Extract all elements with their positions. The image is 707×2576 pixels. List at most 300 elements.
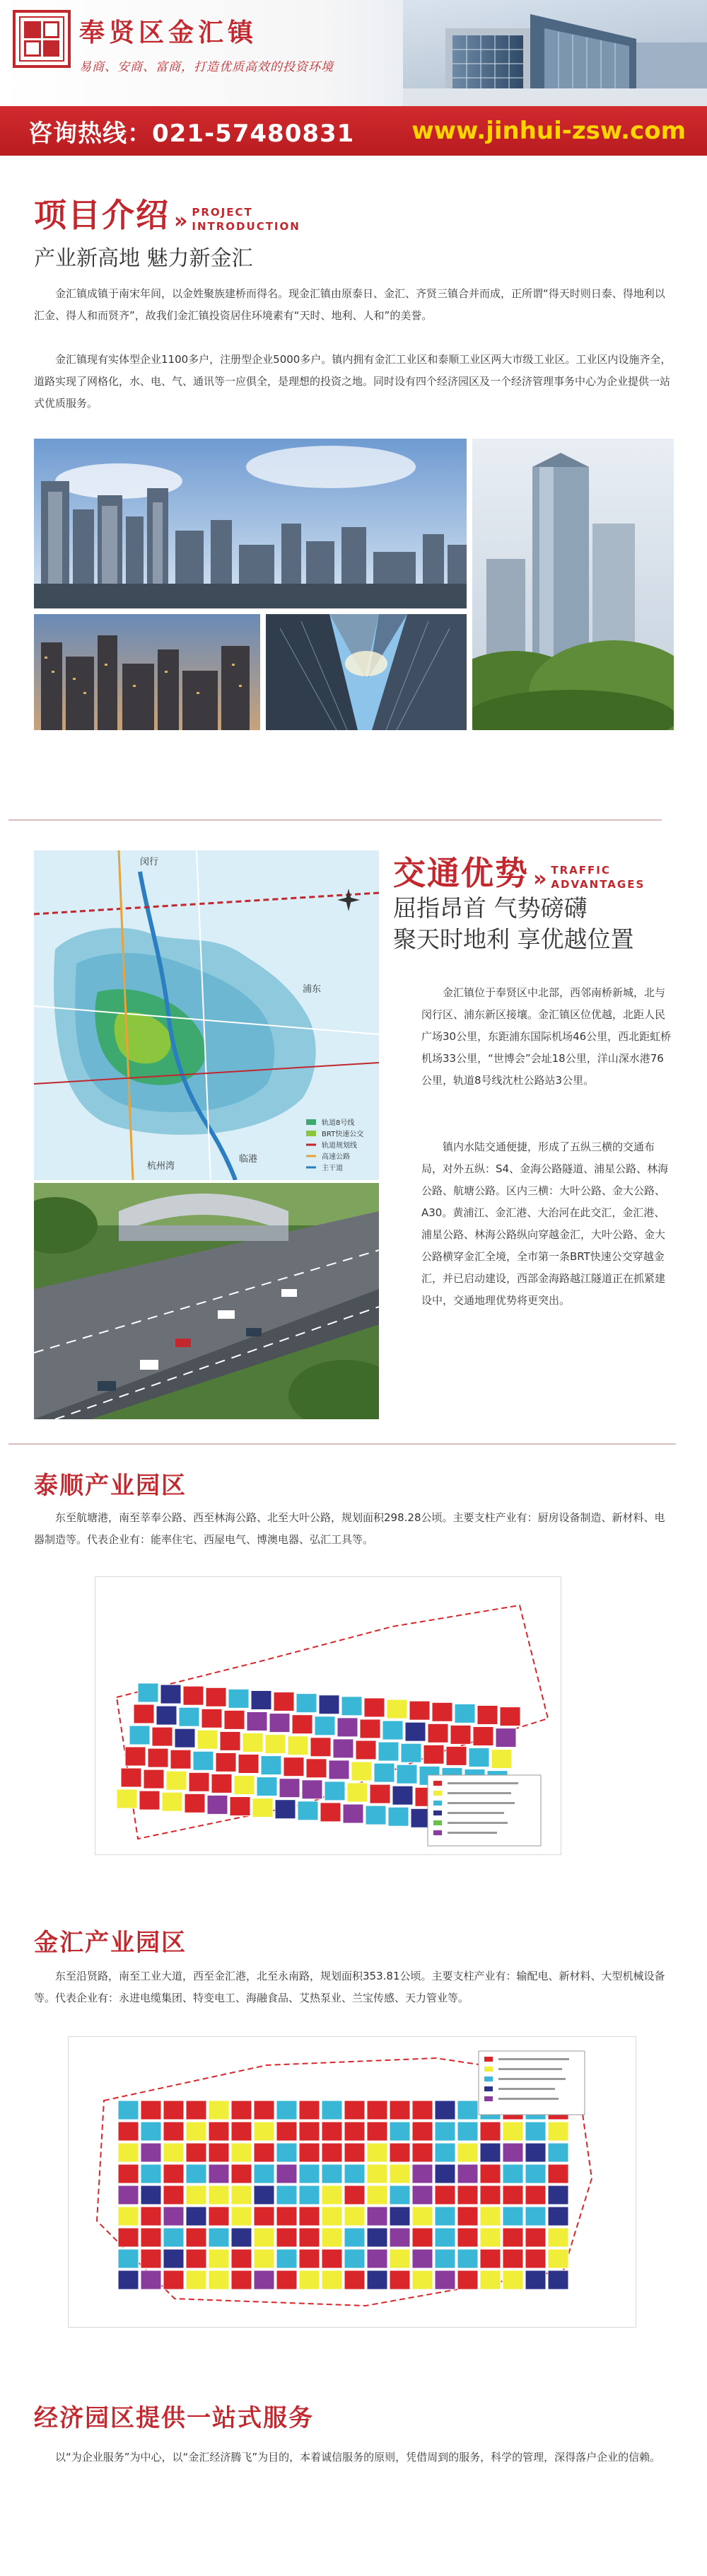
taishun-plan-parcel	[175, 1728, 195, 1748]
jinhui-plan-parcel	[322, 2270, 342, 2289]
taishun-plan-parcel	[134, 1704, 154, 1723]
jinhui-plan-parcel	[186, 2185, 206, 2205]
taishun-plan-parcel	[252, 1798, 273, 1818]
jinhui-plan-parcel	[457, 2143, 478, 2162]
jinhui-plan-parcel	[367, 2249, 387, 2268]
traffic-title-cn: 交通优势	[393, 854, 529, 892]
jinhui-plan-parcel	[367, 2101, 387, 2120]
jinhui-plan-parcel	[480, 2249, 501, 2268]
jinhui-plan-parcel	[118, 2122, 139, 2141]
jinhui-plan-parcel	[548, 2164, 568, 2183]
intro-title-arrow: »	[174, 209, 188, 233]
jinhui-plan-parcel	[367, 2207, 387, 2226]
intro-subtitle: 产业新高地 魅力新金汇	[34, 246, 253, 271]
taishun-plan-parcel	[469, 1748, 489, 1767]
jinhui-plan-parcel	[390, 2164, 410, 2183]
taishun-plan-parcel	[211, 1774, 232, 1793]
jinhui-plan-parcel	[299, 2101, 320, 2120]
jinhui-plan-parcel	[118, 2249, 139, 2268]
taishun-plan-parcel	[185, 1794, 205, 1813]
jinhui-plan-parcel	[503, 2122, 523, 2141]
taishun-plan-parcel	[360, 1719, 380, 1738]
jinhui-plan-parcel	[344, 2249, 365, 2268]
map-label-minhang: 闵行	[140, 857, 159, 867]
jinhui-plan-parcel	[163, 2270, 184, 2289]
jinhui-plan-parcel	[299, 2185, 320, 2205]
jinhui-plan-parcel	[525, 2143, 546, 2162]
jinhui-plan-parcel	[322, 2228, 342, 2247]
jinhui-plan-parcel	[457, 2228, 478, 2247]
traffic-slogan-1: 屈指昂首 气势磅礴	[393, 894, 588, 922]
jinhui-plan-parcel	[548, 2228, 568, 2247]
taishun-plan-parcel	[220, 1731, 240, 1750]
jinhui-plan-parcel	[344, 2101, 365, 2120]
jinhui-plan-parcel	[231, 2164, 252, 2183]
jinhui-plan-parcel	[163, 2249, 184, 2268]
hotline-bar	[0, 106, 707, 156]
jinhui-plan-parcel	[186, 2228, 206, 2247]
jinhui-plan-parcel	[480, 2270, 501, 2289]
jinhui-plan-parcel	[254, 2101, 274, 2120]
jinhui-plan-parcel	[163, 2185, 184, 2205]
map-label-hangzhouwan: 杭州湾	[147, 1161, 175, 1172]
jinhui-plan-parcel	[412, 2101, 433, 2120]
jinhui-plan-parcel	[209, 2122, 229, 2141]
taishun-plan-parcel	[364, 1698, 385, 1717]
jinhui-plan-parcel	[525, 2249, 546, 2268]
jinhui-plan-parcel	[231, 2249, 252, 2268]
jinhui-plan-parcel	[141, 2228, 161, 2247]
jinhui-plan-parcel	[435, 2101, 455, 2120]
taishun-plan-parcel	[315, 1716, 335, 1735]
jinhui-plan-parcel	[163, 2143, 184, 2162]
taishun-plan-parcel	[392, 1786, 413, 1805]
jinhui-plan-parcel	[163, 2101, 184, 2120]
jinhui-plan-parcel	[276, 2143, 297, 2162]
jinhui-plan-parcel	[525, 2185, 546, 2205]
taishun-plan-parcel	[261, 1756, 281, 1775]
taishun-plan-parcel	[496, 1728, 516, 1748]
taishun-plan-parcel	[370, 1784, 390, 1803]
taishun-plan-parcel	[139, 1791, 160, 1810]
jinhui-plan-parcel	[457, 2185, 478, 2205]
traffic-section-title	[393, 848, 645, 894]
jinhui-plan-parcel	[209, 2143, 229, 2162]
jinhui-plan-parcel	[435, 2228, 455, 2247]
jinhui-plan-parcel	[299, 2228, 320, 2247]
taishun-plan-parcel	[121, 1768, 141, 1787]
brand-slogan: 易商、安商、富商，打造优质高效的投资环境	[79, 60, 334, 74]
jinhui-plan-parcel	[390, 2185, 410, 2205]
taishun-plan-parcel	[378, 1742, 399, 1761]
jinhui-plan-parcel	[299, 2270, 320, 2289]
taishun-plan-parcel	[201, 1709, 222, 1728]
jinhui-plan-parcel	[209, 2270, 229, 2289]
jinhui-plan-parcel	[118, 2164, 139, 2183]
jinhui-plan-parcel	[503, 2270, 523, 2289]
jinhui-plan-parcel	[435, 2164, 455, 2183]
jinhui-plan-legend	[479, 2051, 585, 2115]
jinhui-plan-parcel	[299, 2249, 320, 2268]
jinhui-plan-parcel	[390, 2228, 410, 2247]
traffic-map	[34, 850, 379, 1180]
taishun-plan-parcel	[320, 1803, 341, 1822]
brand-title: 奉贤区金汇镇	[79, 18, 258, 47]
taishun-plan-parcel	[284, 1757, 304, 1777]
jinhui-plan-parcel	[141, 2164, 161, 2183]
jinhui-plan-parcel	[390, 2143, 410, 2162]
jinhui-plan-parcel	[548, 2185, 568, 2205]
taishun-plan-parcel	[329, 1760, 349, 1779]
jinhui-plan-parcel	[548, 2270, 568, 2289]
taishun-plan-parcel	[432, 1702, 452, 1721]
service-description: 以“为企业服务”为中心，以“金汇经济腾飞”为目的，本着诚信服务的原则，凭借周到的服务，科学的管理，深得落户企业的信赖。	[55, 2451, 661, 2464]
jinhui-plan-parcel	[457, 2122, 478, 2141]
jinhui-plan-parcel	[367, 2270, 387, 2289]
website-link[interactable]: www.jinhui-zsw.com	[411, 117, 686, 145]
taishun-plan-parcel	[207, 1795, 228, 1814]
jinhui-plan-parcel	[276, 2270, 297, 2289]
jinhui-plan-parcel	[390, 2249, 410, 2268]
map-legend-1: 轨道8号线	[322, 1119, 355, 1127]
taishun-plan-parcel	[333, 1739, 354, 1758]
taishun-plan-parcel	[275, 1800, 296, 1819]
jinhui-plan-parcel	[344, 2122, 365, 2141]
taishun-plan-parcel	[500, 1707, 520, 1726]
header-building-illustration	[403, 0, 707, 106]
jinhui-plan-parcel	[299, 2122, 320, 2141]
traffic-title-arrow: »	[533, 867, 547, 891]
jinhui-plan-parcel	[276, 2228, 297, 2247]
intro-section-title	[34, 190, 300, 236]
taishun-plan-parcel	[382, 1721, 403, 1740]
traffic-title-en-line1: TRAFFIC	[551, 864, 611, 877]
section-divider-2	[8, 1443, 676, 1445]
jinhui-plan-parcel	[141, 2143, 161, 2162]
city-skyline-photo	[34, 439, 467, 608]
jinhui-park-title: 金汇产业园区	[34, 1929, 187, 1957]
jinhui-plan-parcel	[322, 2164, 342, 2183]
jinhui-plan-parcel	[344, 2228, 365, 2247]
jinhui-plan-parcel	[231, 2143, 252, 2162]
jinhui-plan-parcel	[186, 2270, 206, 2289]
jinhui-plan-parcel	[344, 2207, 365, 2226]
taishun-plan-parcel	[138, 1683, 158, 1702]
tower-photo	[472, 439, 674, 730]
night-city-photo	[34, 614, 260, 730]
jinhui-plan-parcel	[548, 2249, 568, 2268]
jinhui-plan-parcel	[435, 2185, 455, 2205]
map-legend-3: 轨道规划线	[322, 1142, 357, 1150]
taishun-plan-parcel	[179, 1707, 199, 1726]
traffic-slogan-2: 聚天时地利 享优越位置	[393, 925, 634, 953]
jinhui-plan-parcel	[231, 2207, 252, 2226]
taishun-plan-parcel	[274, 1692, 294, 1711]
jinhui-park-plan-map	[69, 2037, 636, 2327]
taishun-plan-parcel	[257, 1777, 277, 1796]
jinhui-plan-parcel	[322, 2101, 342, 2120]
jinhui-plan-parcel	[525, 2122, 546, 2141]
traffic-paragraph-1: 金汇镇位于奉贤区中北部，西邻南桥新城，北与闵行区、浦东新区接壤。金汇镇区位优越，北距人民广场30公里，东距浦东国际机场46公里，西北距虹桥机场33公里，“世博会”会址18公里，洋山深水港76公里，轨道8号线沈杜公路站3公里。	[421, 986, 672, 1087]
map-legend-2: BRT快速公交	[322, 1131, 364, 1138]
jinhui-plan-parcel	[299, 2207, 320, 2226]
jinhui-plan-parcel	[254, 2228, 274, 2247]
jinhui-plan-parcel	[186, 2207, 206, 2226]
jinhui-plan-parcel	[525, 2270, 546, 2289]
jinhui-plan-parcel	[503, 2164, 523, 2183]
taishun-plan-parcel	[374, 1763, 395, 1782]
taishun-plan-parcel	[491, 1750, 512, 1769]
taishun-plan-parcel	[269, 1714, 290, 1733]
taishun-plan-parcel	[405, 1722, 426, 1741]
jinhui-plan-parcel	[254, 2207, 274, 2226]
jinhui-plan-parcel	[209, 2164, 229, 2183]
jinhui-plan-parcel	[276, 2164, 297, 2183]
jinhui-plan-parcel	[163, 2122, 184, 2141]
jinhui-plan-parcel	[254, 2143, 274, 2162]
jinhui-plan-parcel	[480, 2143, 501, 2162]
jinhui-plan-parcel	[503, 2207, 523, 2226]
taishun-park-plan-frame	[95, 1576, 561, 1855]
jinhui-plan-parcel	[118, 2270, 139, 2289]
taishun-plan-parcel	[450, 1725, 471, 1744]
taishun-plan-parcel	[387, 1699, 407, 1719]
jinhui-plan-parcel	[299, 2164, 320, 2183]
jinhui-plan-parcel	[525, 2228, 546, 2247]
taishun-plan-parcel	[238, 1755, 259, 1774]
jinhui-plan-parcel	[412, 2207, 433, 2226]
taishun-plan-parcel	[477, 1706, 498, 1725]
taishun-plan-parcel	[325, 1781, 345, 1801]
taishun-plan-parcel	[216, 1752, 236, 1772]
taishun-plan-parcel	[251, 1691, 271, 1710]
intro-title-en-line1: PROJECT	[192, 206, 253, 219]
jinhui-plan-parcel	[480, 2207, 501, 2226]
jinhui-plan-parcel	[254, 2270, 274, 2289]
jinhui-plan-parcel	[435, 2122, 455, 2141]
taishun-plan-parcel	[347, 1783, 368, 1802]
jinhui-plan-parcel	[209, 2249, 229, 2268]
jinhui-plan-parcel	[231, 2185, 252, 2205]
taishun-plan-parcel	[341, 1697, 362, 1716]
highway-photo	[34, 1183, 379, 1419]
jinhui-plan-parcel	[412, 2228, 433, 2247]
jinhui-plan-parcel	[480, 2122, 501, 2141]
service-title: 经济园区提供一站式服务	[34, 2404, 314, 2432]
jinhui-plan-parcel	[480, 2228, 501, 2247]
taishun-plan-parcel	[166, 1771, 187, 1790]
jinhui-plan-parcel	[254, 2249, 274, 2268]
taishun-plan-parcel	[337, 1718, 358, 1737]
taishun-plan-parcel	[183, 1686, 204, 1705]
jinhui-park-description: 东至沿贤路，南至工业大道，西至金汇港，北至永南路，规划面积353.81公顷。主要支柱产业有：输配电、新材料、大型机械设备等。代表企业有：永进电缆集团、特变电工、海融食品、艾热泵业、兰宝传感、天力管业等。	[34, 1970, 665, 2004]
jinhui-plan-parcel	[209, 2185, 229, 2205]
intro-title-cn: 项目介绍	[34, 196, 170, 234]
jinhui-plan-parcel	[118, 2228, 139, 2247]
jinhui-plan-parcel	[141, 2122, 161, 2141]
jinhui-plan-parcel	[231, 2101, 252, 2120]
jinhui-plan-parcel	[412, 2122, 433, 2141]
jinhui-plan-parcel	[367, 2164, 387, 2183]
taishun-plan-parcel	[206, 1687, 226, 1706]
jinhui-plan-parcel	[276, 2207, 297, 2226]
jinhui-plan-parcel	[322, 2122, 342, 2141]
jinhui-plan-parcel	[276, 2249, 297, 2268]
jinhui-plan-parcel	[548, 2207, 568, 2226]
taishun-plan-legend	[428, 1775, 541, 1846]
jinhui-plan-parcel	[209, 2207, 229, 2226]
taishun-plan-parcel	[117, 1789, 137, 1808]
taishun-plan-parcel	[152, 1727, 173, 1746]
jinhui-plan-parcel	[141, 2249, 161, 2268]
intro-paragraph-1: 金汇镇成镇于南宋年间，以金姓聚族建桥而得名。现金汇镇由原泰日、金汇、齐贤三镇合并而成，正所谓“得天时则日泰、得地利以汇金、得人和而贤齐”，故我们金汇镇投资居住环境素有“天时、地利、人和”的美誉。	[34, 287, 665, 322]
jinhui-plan-parcel	[457, 2249, 478, 2268]
taishun-plan-parcel	[455, 1704, 475, 1723]
jinhui-plan-parcel	[503, 2228, 523, 2247]
logo-seal-icon[interactable]	[13, 10, 71, 68]
taishun-plan-parcel	[292, 1715, 312, 1734]
jinhui-plan-parcel	[322, 2185, 342, 2205]
taishun-plan-parcel	[156, 1706, 177, 1725]
taishun-park-description: 东至航塘港，南至莘奉公路、西至林海公路、北至大叶公路，规划面积298.28公顷。主要支柱产业有：厨房设备制造、新材料、电器制造等。代表企业有：能率住宅、西屋电气、博澳电器、弘汇工具等。	[34, 1511, 665, 1546]
jinhui-plan-parcel	[525, 2164, 546, 2183]
jinhui-plan-parcel	[276, 2101, 297, 2120]
taishun-plan-parcel	[170, 1750, 191, 1769]
taishun-plan-parcel	[279, 1779, 300, 1798]
jinhui-plan-parcel	[548, 2143, 568, 2162]
taishun-plan-parcel	[148, 1748, 168, 1767]
taishun-plan-parcel	[473, 1727, 493, 1746]
jinhui-plan-parcel	[390, 2270, 410, 2289]
taishun-plan-parcel	[230, 1797, 250, 1816]
taishun-plan-parcel	[356, 1740, 376, 1760]
jinhui-plan-parcel	[367, 2143, 387, 2162]
jinhui-plan-parcel	[163, 2207, 184, 2226]
taishun-plan-parcel	[397, 1764, 417, 1784]
taishun-plan-parcel	[193, 1751, 214, 1770]
jinhui-plan-parcel	[412, 2185, 433, 2205]
jinhui-plan-parcel	[254, 2185, 274, 2205]
taishun-plan-parcel	[319, 1695, 339, 1714]
jinhui-plan-parcel	[186, 2249, 206, 2268]
jinhui-plan-parcel	[412, 2270, 433, 2289]
jinhui-plan-parcel	[457, 2164, 478, 2183]
taishun-park-plan-map	[95, 1577, 561, 1854]
taishun-plan-parcel	[302, 1780, 322, 1799]
section-divider-1	[8, 819, 662, 821]
jinhui-plan-parcel	[435, 2249, 455, 2268]
taishun-plan-parcel	[401, 1743, 421, 1762]
jinhui-plan-parcel	[457, 2101, 478, 2120]
jinhui-plan-parcel	[209, 2228, 229, 2247]
taishun-plan-parcel	[343, 1804, 363, 1823]
jinhui-plan-parcel	[276, 2185, 297, 2205]
jinhui-plan-parcel	[322, 2207, 342, 2226]
taishun-plan-parcel	[423, 1745, 444, 1764]
header-banner	[0, 0, 707, 106]
jinhui-plan-parcel	[367, 2185, 387, 2205]
taishun-plan-parcel	[234, 1776, 255, 1795]
traffic-title-en-line2: ADVANTAGES	[551, 878, 645, 891]
skyscraper-upview-photo	[266, 614, 467, 730]
intro-paragraph-2: 金汇镇现有实体型企业1100多户，注册型企业5000多户。镇内拥有金汇工业区和泰顺工业区两大市级工业区。工业区内设施齐全，道路实现了网格化，水、电、气、通讯等一应俱全，是理想的投资之地。同时设有四个经济园区及一个经济管理事务中心为企业提供一站式优质服务。	[34, 353, 672, 410]
jinhui-plan-parcel	[141, 2270, 161, 2289]
taishun-plan-parcel	[288, 1736, 308, 1755]
jinhui-plan-parcel	[435, 2207, 455, 2226]
jinhui-plan-parcel	[163, 2164, 184, 2183]
jinhui-plan-parcel	[390, 2207, 410, 2226]
taishun-plan-parcel	[125, 1747, 146, 1766]
traffic-paragraph-2: 镇内水陆交通便捷，形成了五纵三横的交通布局，对外五纵：S4、金海公路隧道、浦星公路、林海公路、航塘公路。区内三横：大叶公路、金大公路、A30。黄浦江、金汇港、大治河在此交汇，金汇港、浦星公路、林海公路纵向穿越金汇，大叶公路、金大公路横穿金汇全境，全市第一条BRT快速公交穿越金汇，并已启动建设，西部金海路越江隧道正在抓紧建设中，交通地理优势将更突出。	[421, 1140, 669, 1307]
taishun-plan-parcel	[243, 1733, 263, 1752]
map-label-lingang: 临港	[239, 1154, 258, 1165]
jinhui-plan-parcel	[254, 2122, 274, 2141]
jinhui-plan-parcel	[254, 2164, 274, 2183]
taishun-plan-parcel	[224, 1710, 245, 1729]
jinhui-plan-parcel	[231, 2270, 252, 2289]
jinhui-plan-parcel	[141, 2185, 161, 2205]
map-legend-4: 高速公路	[322, 1153, 350, 1161]
taishun-plan-parcel	[388, 1807, 409, 1826]
taishun-plan-parcel	[409, 1701, 430, 1720]
jinhui-plan-parcel	[141, 2101, 161, 2120]
map-legend-5: 主干道	[322, 1165, 343, 1172]
taishun-plan-parcel	[162, 1792, 182, 1811]
intro-title-en-line2: INTRODUCTION	[192, 220, 300, 233]
jinhui-plan-parcel	[503, 2249, 523, 2268]
jinhui-plan-parcel	[118, 2185, 139, 2205]
taishun-plan-parcel	[366, 1806, 386, 1825]
jinhui-plan-parcel	[435, 2143, 455, 2162]
taishun-plan-parcel	[265, 1735, 286, 1754]
taishun-plan-parcel	[446, 1746, 467, 1765]
taishun-plan-parcel	[160, 1685, 181, 1704]
jinhui-plan-parcel	[412, 2164, 433, 2183]
taishun-plan-parcel	[197, 1730, 218, 1749]
jinhui-plan-parcel	[299, 2143, 320, 2162]
taishun-plan-parcel	[306, 1759, 327, 1778]
taishun-plan-parcel	[351, 1762, 372, 1781]
jinhui-plan-parcel	[186, 2101, 206, 2120]
jinhui-plan-parcel	[344, 2185, 365, 2205]
jinhui-plan-parcel	[344, 2143, 365, 2162]
jinhui-plan-parcel	[525, 2207, 546, 2226]
jinhui-plan-parcel	[435, 2270, 455, 2289]
jinhui-plan-parcel	[209, 2101, 229, 2120]
jinhui-plan-parcel	[344, 2164, 365, 2183]
hotline-number[interactable]: 咨询热线：021-57480831	[28, 119, 355, 148]
jinhui-plan-parcel	[390, 2101, 410, 2120]
jinhui-plan-parcel	[118, 2143, 139, 2162]
taishun-plan-parcel	[298, 1801, 318, 1820]
map-label-pudong: 浦东	[303, 984, 322, 995]
jinhui-plan-parcel	[186, 2122, 206, 2141]
taishun-park-title: 泰顺产业园区	[34, 1472, 187, 1500]
jinhui-plan-parcel	[231, 2122, 252, 2141]
jinhui-plan-parcel	[412, 2143, 433, 2162]
jinhui-plan-parcel	[457, 2270, 478, 2289]
jinhui-plan-parcel	[186, 2143, 206, 2162]
jinhui-plan-parcel	[503, 2143, 523, 2162]
traffic-title-en	[551, 863, 645, 891]
jinhui-plan-parcel	[390, 2122, 410, 2141]
taishun-plan-parcel	[296, 1694, 317, 1713]
jinhui-plan-parcel	[412, 2249, 433, 2268]
jinhui-plan-parcel	[322, 2143, 342, 2162]
taishun-plan-parcel	[129, 1726, 150, 1745]
taishun-plan-parcel	[310, 1738, 331, 1757]
jinhui-plan-parcel	[276, 2122, 297, 2141]
